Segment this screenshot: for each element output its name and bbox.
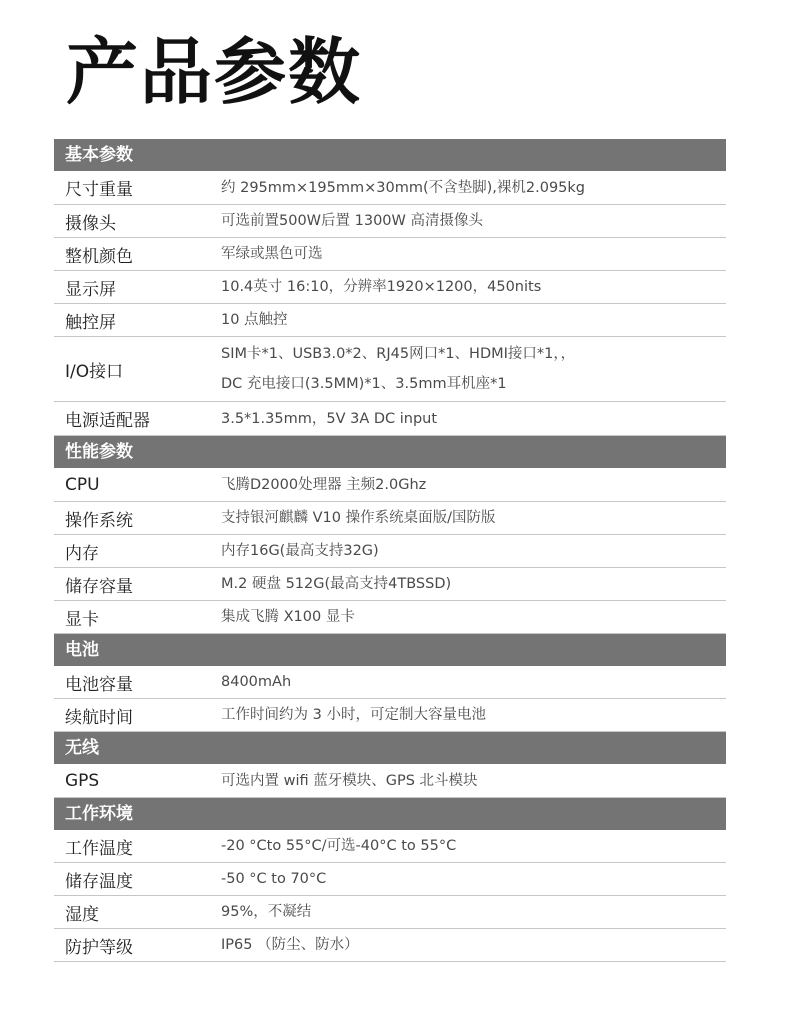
spec-label: 显卡 — [65, 609, 99, 630]
spec-row — [54, 601, 726, 634]
spec-row — [54, 402, 726, 436]
spec-section — [54, 634, 726, 732]
spec-label: 湿度 — [65, 904, 99, 925]
spec-value — [221, 206, 726, 236]
spec-table — [54, 139, 726, 962]
spec-value — [221, 602, 726, 632]
spec-value — [221, 700, 726, 730]
spec-row — [54, 535, 726, 568]
spec-value-line: 飞腾D2000处理器 主频2.0Ghz — [221, 476, 427, 493]
spec-value-line: 集成飞腾 X100 显卡 — [221, 609, 355, 625]
spec-row — [54, 271, 726, 304]
spec-label: 储存温度 — [65, 871, 133, 892]
spec-value — [221, 930, 726, 960]
spec-row — [54, 568, 726, 601]
spec-row — [54, 337, 726, 402]
spec-row — [54, 764, 726, 798]
spec-label: 电源适配器 — [65, 411, 150, 431]
spec-value — [221, 339, 726, 399]
spec-row — [54, 205, 726, 238]
spec-value-line: 约 295mm×195mm×30mm(不含垫脚),裸机2.095kg — [221, 179, 585, 196]
spec-row — [54, 238, 726, 271]
spec-label: 电池容量 — [65, 674, 133, 695]
spec-value — [221, 305, 726, 335]
spec-value — [221, 897, 726, 927]
spec-value — [221, 239, 726, 269]
page-title: 产品参数 — [66, 30, 363, 114]
spec-row — [54, 502, 726, 535]
spec-row — [54, 929, 726, 962]
spec-label: 显示屏 — [65, 279, 116, 300]
spec-value-line: 8400mAh — [221, 674, 292, 690]
spec-label: 操作系统 — [65, 510, 133, 531]
spec-section — [54, 732, 726, 798]
spec-label: GPS — [65, 770, 100, 791]
spec-row — [54, 468, 726, 502]
spec-value-line: DC 充电接口(3.5MM)*1、3.5mm耳机座*1 — [221, 376, 507, 392]
spec-label: 储存容量 — [65, 576, 133, 597]
spec-value-line: 95%，不凝结 — [221, 904, 312, 920]
spec-value — [221, 173, 726, 203]
spec-value-line: 工作时间约为 3 小时，可定制大容量电池 — [221, 707, 486, 723]
spec-value — [221, 404, 726, 434]
spec-value-line: 内存16G(最高支持32G) — [221, 543, 379, 559]
spec-row — [54, 304, 726, 337]
spec-label: 续航时间 — [65, 707, 133, 728]
spec-value — [221, 470, 726, 500]
section-header: 基本参数 — [54, 139, 726, 171]
spec-value — [221, 667, 726, 697]
spec-value-line: -20 °Cto 55°C/可选-40°C to 55°C — [221, 838, 457, 854]
spec-label: 工作温度 — [65, 838, 133, 859]
spec-value-line: 可选前置500W后置 1300W 高清摄像头 — [221, 213, 483, 229]
spec-label: 尺寸重量 — [65, 180, 133, 200]
spec-value — [221, 831, 726, 861]
section-header: 电池 — [54, 634, 726, 666]
spec-value-line: 10 点触控 — [221, 312, 288, 328]
spec-label: 触控屏 — [65, 312, 116, 333]
spec-label: 内存 — [65, 543, 99, 564]
spec-value-line: IP65 （防尘、防水） — [221, 937, 359, 953]
spec-value-line: 军绿或黑色可选 — [221, 246, 323, 262]
spec-label: 摄像头 — [65, 213, 116, 234]
spec-section — [54, 436, 726, 634]
spec-row — [54, 830, 726, 863]
spec-value — [221, 503, 726, 533]
spec-value-line: 支持银河麒麟 V10 操作系统桌面版/国防版 — [221, 510, 496, 526]
spec-section — [54, 798, 726, 962]
spec-value-line: 可选内置 wifi 蓝牙模块、GPS 北斗模块 — [221, 772, 478, 789]
spec-value — [221, 569, 726, 599]
spec-value-line: 3.5*1.35mm，5V 3A DC input — [221, 410, 438, 427]
spec-label: 整机颜色 — [65, 246, 133, 267]
spec-value — [221, 766, 726, 796]
spec-value — [221, 272, 726, 302]
spec-label: I/O接口 — [65, 361, 124, 382]
spec-section — [54, 139, 726, 436]
section-header: 无线 — [54, 732, 726, 764]
spec-row — [54, 699, 726, 732]
section-header: 性能参数 — [54, 436, 726, 468]
spec-row — [54, 863, 726, 896]
spec-value — [221, 864, 726, 894]
spec-row — [54, 666, 726, 699]
spec-row — [54, 171, 726, 205]
spec-row — [54, 896, 726, 929]
spec-value-line: SIM卡*1、USB3.0*2、RJ45网口*1、HDMI接口*1，， — [221, 346, 576, 362]
spec-value-line: -50 °C to 70°C — [221, 871, 327, 887]
spec-value — [221, 536, 726, 566]
spec-value-line: 10.4英寸 16:10，分辨率1920×1200，450nits — [221, 279, 542, 295]
spec-label: CPU — [65, 474, 100, 495]
spec-value-line: M.2 硬盘 512G(最高支持4TBSSD) — [221, 576, 452, 592]
section-header: 工作环境 — [54, 798, 726, 830]
spec-label: 防护等级 — [65, 937, 133, 958]
